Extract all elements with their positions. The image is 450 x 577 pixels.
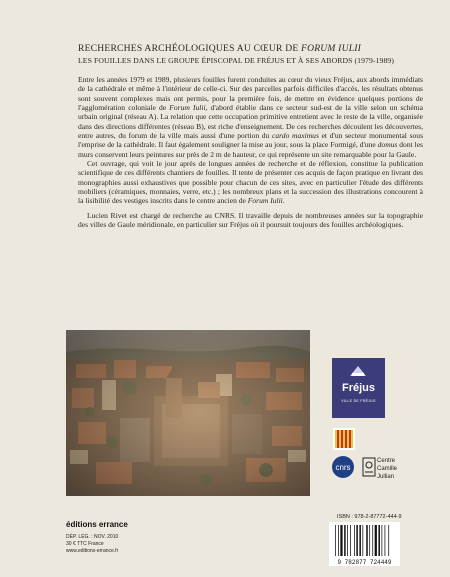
barcode-bar [354,525,355,556]
legal-deposit: DÉP. LÉG. : NOV. 2010 [66,534,119,540]
p1-part-e: et d'un secteur monumental sous l'emprise de la cathédrale. Il faut également souligner la mise au jour, sous la place Formigé, d'une [78,131,424,150]
header [78,43,423,66]
p2-part-a: Cet ouvrage, qui voit le jour après de longues années de recherche et de réflexion, constitue la publication scientifique de ces différents chantiers de fouilles. Il tente de présenter ces acquis de façon pratique en livrant des monographies aussi exhaustives que possible pour chacun de ces sites, avec en particulier l'étude des différents mobiliers (céramiques, monnaies, verre, etc.) ; les nombreux plans et la succession des illustrations concourent à la lisibilité des vestiges inscrits dans le centre ancien de [78,159,423,206]
barcode-bars [329,522,400,566]
barcode-bar [335,525,336,556]
barcode-bar [362,525,363,556]
barcode-bar [369,525,370,556]
book-title [78,43,423,55]
barcode-bar [385,525,386,556]
aerial-photo-image [66,330,310,496]
p2-italic-forum: Forum Iulii [247,196,283,206]
p1-italic-forum: Forum Iulii [169,103,206,113]
barcode-bar [372,525,373,556]
paragraph-1 [78,75,423,159]
website: www.editions-errance.fr [66,548,119,554]
cnrs-logo-text: cnrs [335,463,351,472]
paragraph-2 [78,159,423,206]
barcode-bar [344,525,346,556]
p1-part-c: , d'abord établie dans ce secteur sud-est de la ville selon un schéma urbain original (réseau A). La relation que cette occupation primitive entretient avec le reste de la ville, organisée dans des directions différentes (réseau B), est riche d'enseignement. De ces recherches découlent les découvertes, entre autres, du forum de la ville mais aussi d'une portion du [78,103,423,141]
aerial-photo [66,330,310,496]
barcode-digits: 9 782877 724449 [337,559,392,566]
p2-part-c: . [282,196,285,206]
legal-info [66,534,118,555]
region-crest-icon [333,428,355,450]
p1-part-g: dont les murs conservent leurs peintures sur près de 2 m de hauteur, ce qui représente un site remarquable pour la Gaule. [78,140,423,159]
barcode-bar [338,525,339,556]
camille-jullian-logo [362,455,402,491]
publisher-name: éditions errance [66,520,128,529]
frejus-logo-small: VILLE DE FRÉJUS [341,399,376,403]
cnrs-logo [331,455,355,479]
frejus-crest-icon [348,364,368,378]
frejus-logo-name: Fréjus [341,382,375,394]
barcode [329,522,400,566]
book-subtitle: LES FOUILLES DANS LE GROUPE ÉPISCOPAL DE FRÉJUS ET À SES ABORDS (1979-1989) [78,56,395,65]
p1-part-a: Entre les années 1979 et 1989, plusieurs fouilles furent conduites au cœur du vieux Fréjus, aux abords immédiats de la cathédrale et même à l'intérieur de celle-ci. Sur des parcelles parfois difficiles d'accès, les résultats obtenus sont souvent complexes mais ont permis, pour la première fois, de mettre en évidence quelques portions de l'agglomération coloniale de [78,75,423,113]
barcode-bar [366,525,368,556]
barcode-bar [340,525,342,556]
paragraph-author: Lucien Rivet est chargé de recherche au CNRS. Il travaille depuis de nombreuses années sur la topographie des villes de Gaule méridionale, en particulier sur Fréjus où il poursuit toujours des fouilles archéologiques. [78,210,423,230]
frejus-logo [332,358,385,418]
camille-jullian-text: Centre Camille Jullian [377,458,398,480]
barcode-bar [378,525,380,556]
title-italic: FORUM IULII [301,43,362,54]
camille-jullian-emblem-icon [362,457,376,477]
barcode-bar [388,525,389,556]
barcode-bar [350,525,351,556]
cnrs-logo-icon [331,455,355,479]
p1-italic-cardo: cardo maximus [272,131,319,141]
description-text [78,75,423,230]
region-logo [333,428,355,450]
barcode-bar [375,525,377,556]
barcode-bar [356,525,358,556]
isbn-label: ISBN : 978-2-87772-444-9 [337,514,402,520]
barcode-bar [359,525,361,556]
price: 30 € TTC France [66,541,104,547]
barcode-bar [347,525,348,556]
p1-italic-domus: domus [377,140,398,150]
title-prefix: RECHERCHES ARCHÉOLOGIQUES AU CŒUR DE [78,43,302,54]
barcode-bar [382,525,383,556]
